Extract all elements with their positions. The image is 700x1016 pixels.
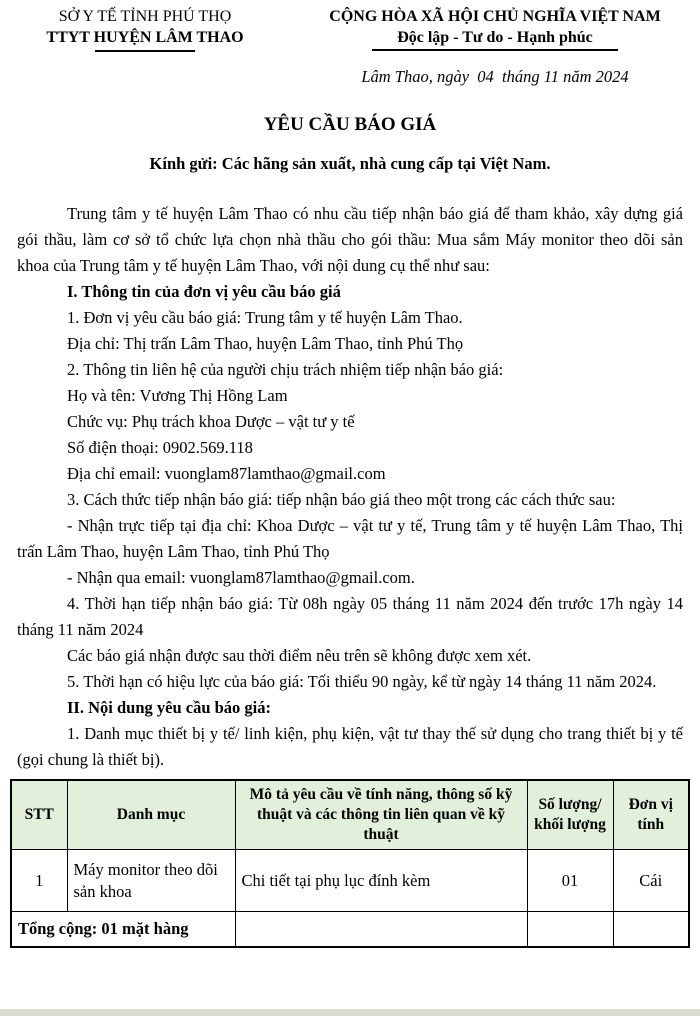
total-label: Tổng cộng: 01 mặt hàng [11, 912, 235, 948]
intro-paragraph: Trung tâm y tế huyện Lâm Thao có nhu cầu tiếp nhận báo giá để tham khảo, xây dựng giá gói thầu, làm cơ sở tổ chức lựa chọn nhà thầu cho gói thầu: Mua sắm Máy monitor theo dõi sản khoa của Trung tâm y tế huyện Lâm Thao, với nội dung cụ thể như sau: [17, 204, 683, 275]
table-row [11, 850, 689, 912]
national-header-block [290, 6, 700, 87]
document-header [0, 0, 700, 87]
col-header-danhmuc: Danh mục [67, 780, 235, 850]
section1-paragraph: 2. Thông tin liên hệ của người chịu trách nhiệm tiếp nhận báo giá: [67, 360, 504, 379]
section1-paragraph: Các báo giá nhận được sau thời điểm nêu trên sẽ không được xem xét. [67, 646, 532, 665]
section1-heading: I. Thông tin của đơn vị yêu cầu báo giá [67, 282, 341, 301]
cell-danhmuc: Máy monitor theo dõi sản khoa [67, 850, 235, 912]
total-empty-mota [235, 912, 527, 948]
total-empty-donvi [613, 912, 689, 948]
total-empty-soluong [527, 912, 613, 948]
section1-paragraph: - Nhận trực tiếp tại địa chỉ: Khoa Dược – vật tư y tế, Trung tâm y tế huyện Lâm Thao, Thị trấn Lâm Thao, huyện Lâm Thao, tỉnh Phú Thọ [17, 516, 683, 561]
col-header-soluong: Số lượng/ khối lượng [527, 780, 613, 850]
document-title: YÊU CẦU BÁO GIÁ [263, 114, 437, 135]
section1-paragraph: 4. Thời hạn tiếp nhận báo giá: Từ 08h ngày 05 tháng 11 năm 2024 đến trước 17h ngày 14 tháng 11 năm 2024 [17, 594, 683, 639]
section2-intro: 1. Danh mục thiết bị y tế/ linh kiện, phụ kiện, vật tư thay thế sử dụng cho trang thiết bị y tế (gọi chung là thiết bị). [17, 724, 683, 769]
col-header-donvi: Đơn vị tính [613, 780, 689, 850]
table-total-row [11, 912, 689, 948]
section1-paragraph: Số điện thoại: 0902.569.118 [67, 438, 253, 457]
table-header-row [11, 780, 689, 850]
issuing-org: TTYT HUYỆN LÂM THAO [46, 29, 244, 46]
date-line: Lâm Thao, ngày 04 tháng 11 năm 2024 [361, 67, 629, 86]
section2-heading: II. Nội dung yêu cầu báo giá: [67, 698, 272, 717]
section1-paragraph: Địa chỉ email: vuonglam87lamthao@gmail.com [67, 464, 386, 483]
org-underline [95, 50, 195, 52]
col-header-mota: Mô tả yêu cầu về tính năng, thông số kỹ thuật và các thông tin liên quan về kỹ thuật [235, 780, 527, 850]
section1-paragraph: Địa chỉ: Thị trấn Lâm Thao, huyện Lâm Thao, tỉnh Phú Thọ [67, 334, 464, 353]
motto-underline [372, 49, 618, 51]
national-motto: Độc lập - Tư do - Hạnh phúc [397, 29, 593, 46]
col-header-stt: STT [11, 780, 67, 850]
salutation: Kính gửi: Các hãng sản xuất, nhà cung cấp tại Việt Nam. [149, 154, 551, 173]
items-table [10, 779, 690, 948]
cell-stt: 1 [11, 850, 67, 912]
national-title: CỘNG HÒA XÃ HỘI CHỦ NGHĨA VIỆT NAM [329, 8, 661, 25]
page-cutoff-strip [0, 1009, 700, 1016]
section1-paragraph: 3. Cách thức tiếp nhận báo giá: tiếp nhận báo giá theo một trong các cách thức sau: [67, 490, 616, 509]
cell-donvi: Cái [613, 850, 689, 912]
cell-mota: Chi tiết tại phụ lục đính kèm [235, 850, 527, 912]
section1-paragraph: 5. Thời hạn có hiệu lực của báo giá: Tối thiểu 90 ngày, kể từ ngày 14 tháng 11 năm 2024. [67, 672, 657, 691]
section1-paragraph: 1. Đơn vị yêu cầu báo giá: Trung tâm y tế huyện Lâm Thao. [67, 308, 463, 327]
section1-paragraph: Họ và tên: Vương Thị Hồng Lam [67, 386, 288, 405]
cell-soluong: 01 [527, 850, 613, 912]
section1-paragraph: - Nhận qua email: vuonglam87lamthao@gmail.com. [67, 568, 415, 587]
issuing-org-block [0, 6, 290, 87]
section1-paragraph: Chức vụ: Phụ trách khoa Dược – vật tư y tế [67, 412, 355, 431]
issuing-dept: SỞ Y TẾ TỈNH PHÚ THỌ [58, 8, 232, 25]
